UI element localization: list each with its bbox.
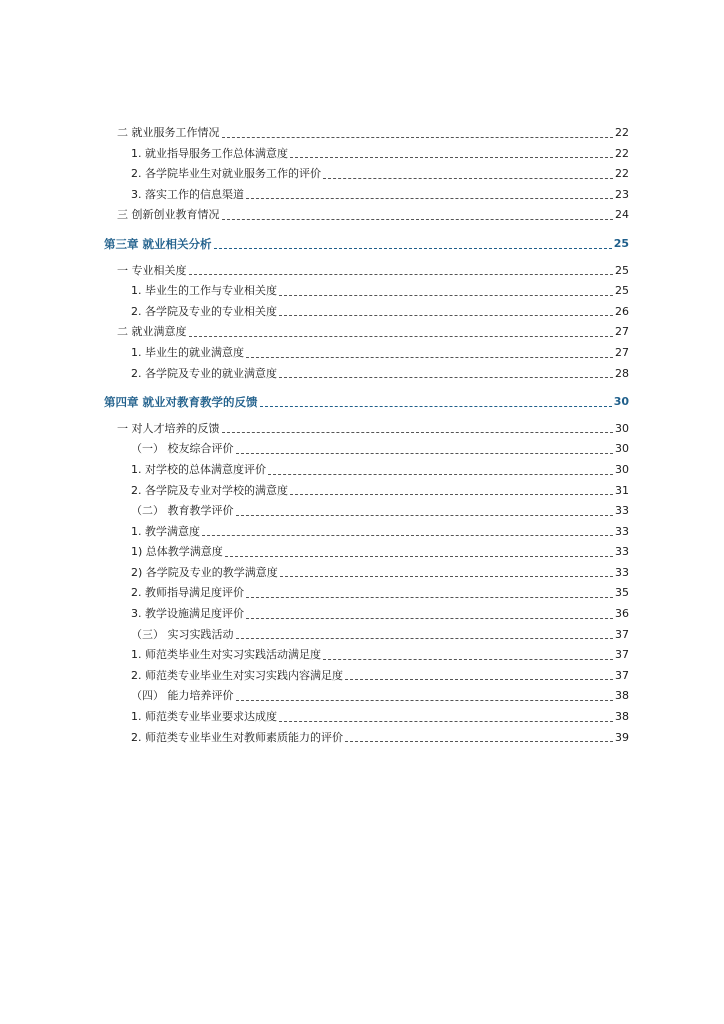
toc-entry-title: 2) 各学院及专业的教学满意度 <box>131 565 278 579</box>
toc-page-number: 25 <box>615 284 629 298</box>
toc-entry-title: 2. 各学院及专业的就业满意度 <box>131 366 277 380</box>
toc-dot-leader <box>202 535 613 536</box>
toc-page-number: 33 <box>615 545 629 559</box>
toc-dot-leader <box>260 406 612 407</box>
toc-entry-title: 三 创新创业教育情况 <box>117 208 220 222</box>
toc-section-entry[interactable] <box>0 123 724 144</box>
toc-item-entry[interactable] <box>0 542 724 563</box>
toc-dot-leader <box>246 597 613 598</box>
toc-page-number: 22 <box>615 126 629 139</box>
toc-item-entry[interactable] <box>0 666 724 687</box>
toc-entry-title: 1. 对学校的总体满意度评价 <box>131 462 266 476</box>
toc-page-number: 31 <box>615 483 629 497</box>
toc-dot-leader <box>236 515 614 516</box>
toc-dot-leader <box>189 336 614 337</box>
toc-dot-leader <box>236 453 614 454</box>
toc-page-number: 30 <box>615 462 629 476</box>
toc-section-entry[interactable] <box>0 205 724 226</box>
toc-item-entry[interactable] <box>0 645 724 666</box>
toc-dot-leader <box>246 198 613 199</box>
toc-page-number: 30 <box>613 395 629 409</box>
toc-item-entry[interactable] <box>0 144 724 165</box>
toc-chapter-entry[interactable] <box>0 234 724 255</box>
toc-item-entry[interactable] <box>0 604 724 625</box>
toc-item-entry[interactable] <box>0 522 724 543</box>
toc-item-entry[interactable] <box>0 501 724 522</box>
toc-item-entry[interactable] <box>0 707 724 728</box>
toc-page-number: 39 <box>615 730 629 744</box>
toc-item-entry[interactable] <box>0 439 724 460</box>
toc-dot-leader <box>246 618 613 619</box>
toc-dot-leader <box>236 638 614 639</box>
toc-dot-leader <box>246 357 613 358</box>
toc-section-entry[interactable] <box>0 261 724 282</box>
toc-item-entry[interactable] <box>0 343 724 364</box>
toc-dot-leader <box>236 700 614 701</box>
toc-dot-leader <box>280 576 613 577</box>
toc-entry-title: 一 专业相关度 <box>117 263 187 277</box>
toc-page-number: 37 <box>615 668 629 682</box>
toc-dot-leader <box>279 377 613 378</box>
toc-page-number: 24 <box>615 208 629 222</box>
toc-page-number: 33 <box>615 524 629 538</box>
toc-page-number: 30 <box>615 442 629 456</box>
toc-entry-title: 1. 毕业生的就业满意度 <box>131 345 244 359</box>
toc-item-entry[interactable] <box>0 164 724 185</box>
toc-entry-title: 第四章 就业对教育教学的反馈 <box>104 395 258 410</box>
toc-item-entry[interactable] <box>0 185 724 206</box>
toc-entry-title: 第三章 就业相关分析 <box>104 236 212 251</box>
toc-entry-title: 1. 师范类毕业生对实习实践活动满足度 <box>131 648 321 662</box>
toc-page-number: 37 <box>615 627 629 641</box>
toc-dot-leader <box>279 315 613 316</box>
toc-dot-leader <box>225 556 613 557</box>
toc-dot-leader <box>189 274 614 275</box>
toc-chapter-entry[interactable] <box>0 392 724 413</box>
toc-entry-title: （三） 实习实践活动 <box>131 627 234 641</box>
toc-page-number: 30 <box>615 421 629 435</box>
toc-page-number: 36 <box>615 607 629 621</box>
toc-section-entry[interactable] <box>0 322 724 343</box>
toc-item-entry[interactable] <box>0 583 724 604</box>
toc-dot-leader <box>222 219 614 220</box>
toc-page-number: 33 <box>615 504 629 518</box>
toc-entry-title: 2. 各学院毕业生对就业服务工作的评价 <box>131 167 321 181</box>
toc-page-number: 38 <box>615 689 629 703</box>
toc-page-number: 37 <box>615 648 629 662</box>
toc-item-entry[interactable] <box>0 686 724 707</box>
toc-item-entry[interactable] <box>0 563 724 584</box>
toc-dot-leader <box>323 659 613 660</box>
toc-page-number: 25 <box>615 263 629 277</box>
toc-page-number: 27 <box>615 345 629 359</box>
toc-entry-title: （四） 能力培养评价 <box>131 689 234 703</box>
toc-page-number: 23 <box>615 187 629 201</box>
toc-page-number: 35 <box>615 586 629 600</box>
toc-entry-title: 1. 就业指导服务工作总体满意度 <box>131 146 288 160</box>
toc-dot-leader <box>222 137 614 138</box>
toc-page-number: 26 <box>615 304 629 318</box>
toc-entry-title: 2. 师范类专业毕业生对教师素质能力的评价 <box>131 730 343 744</box>
toc-item-entry[interactable] <box>0 728 724 749</box>
table-of-contents <box>0 123 724 748</box>
toc-item-entry[interactable] <box>0 281 724 302</box>
toc-entry-title: 1. 师范类专业毕业要求达成度 <box>131 710 277 724</box>
toc-entry-title: 3. 落实工作的信息渠道 <box>131 187 244 201</box>
toc-entry-title: 2. 教师指导满足度评价 <box>131 586 244 600</box>
toc-entry-title: 二 就业满意度 <box>117 325 187 339</box>
toc-dot-leader <box>222 432 614 433</box>
toc-entry-title: 一 对人才培养的反馈 <box>117 421 220 435</box>
toc-item-entry[interactable] <box>0 460 724 481</box>
toc-page-number: 33 <box>615 565 629 579</box>
toc-dot-leader <box>279 295 613 296</box>
toc-entry-title: 1) 总体教学满意度 <box>131 545 223 559</box>
toc-page-number: 38 <box>615 710 629 724</box>
toc-page-number: 22 <box>615 167 629 181</box>
toc-entry-title: （二） 教育教学评价 <box>131 504 234 518</box>
toc-dot-leader <box>345 679 613 680</box>
toc-entry-title: 1. 毕业生的工作与专业相关度 <box>131 284 277 298</box>
toc-item-entry[interactable] <box>0 625 724 646</box>
toc-dot-leader <box>290 494 613 495</box>
toc-dot-leader <box>345 741 613 742</box>
toc-page-number: 25 <box>613 236 629 250</box>
toc-entry-title: （一） 校友综合评价 <box>131 442 234 456</box>
toc-item-entry[interactable] <box>0 481 724 502</box>
toc-page-number: 22 <box>615 146 629 160</box>
toc-entry-title: 2. 师范类专业毕业生对实习实践内容满足度 <box>131 668 343 682</box>
toc-section-entry[interactable] <box>0 419 724 440</box>
toc-dot-leader <box>323 178 613 179</box>
toc-page-number: 27 <box>615 325 629 339</box>
toc-item-entry[interactable] <box>0 364 724 385</box>
toc-entry-title: 2. 各学院及专业对学校的满意度 <box>131 483 288 497</box>
toc-entry-title: 二 就业服务工作情况 <box>117 126 220 139</box>
toc-item-entry[interactable] <box>0 302 724 323</box>
toc-dot-leader <box>268 474 613 475</box>
toc-dot-leader <box>290 157 613 158</box>
toc-entry-title: 3. 教学设施满足度评价 <box>131 607 244 621</box>
toc-entry-title: 1. 教学满意度 <box>131 524 200 538</box>
toc-page-number: 28 <box>615 366 629 380</box>
toc-entry-title: 2. 各学院及专业的专业相关度 <box>131 304 277 318</box>
toc-dot-leader <box>279 721 613 722</box>
toc-dot-leader <box>214 248 612 249</box>
